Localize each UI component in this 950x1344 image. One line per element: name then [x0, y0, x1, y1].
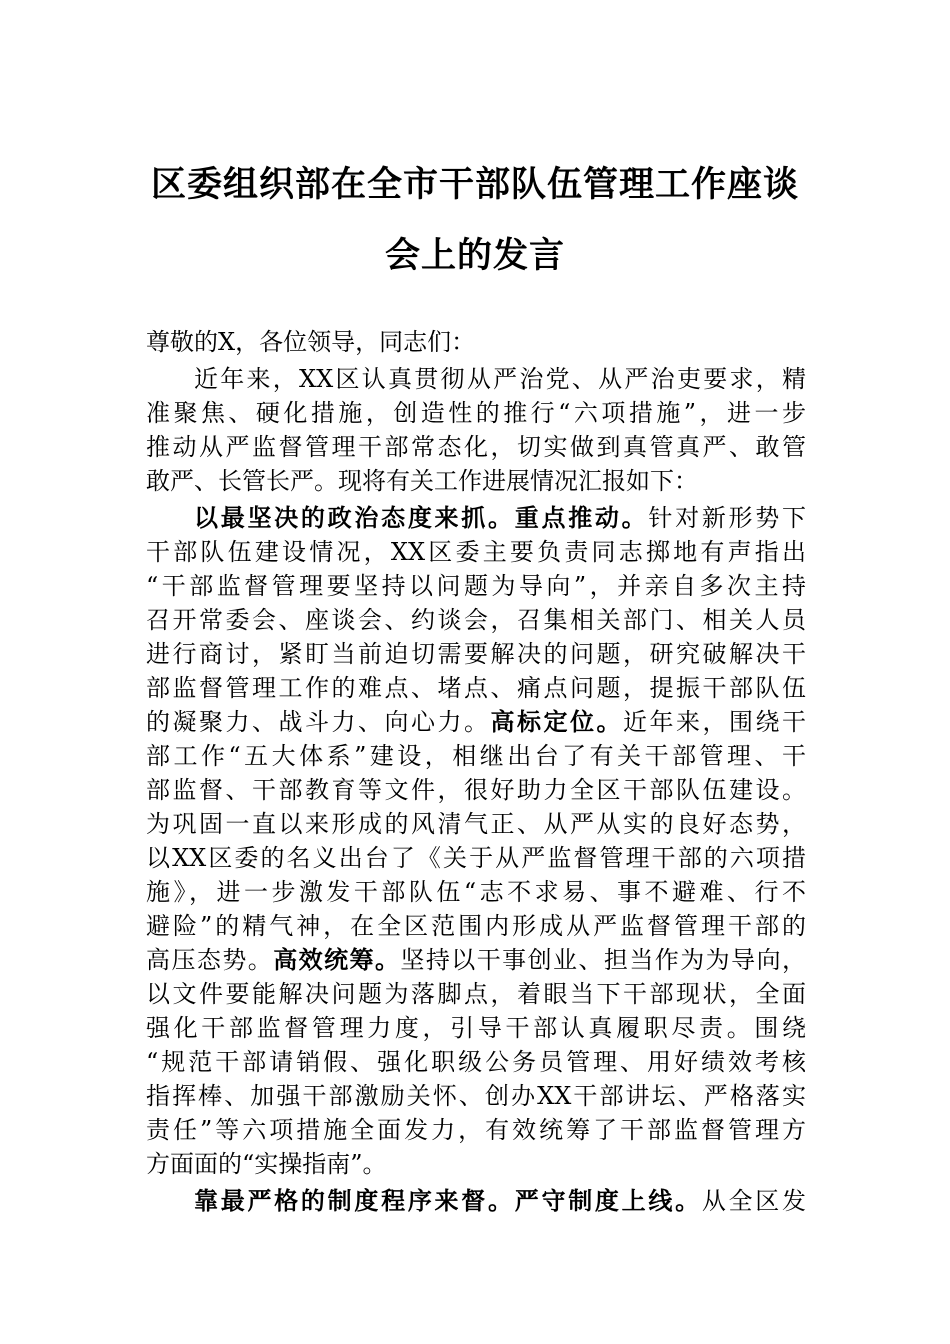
section1-line-14-tail: 坚持以干事创业、担当作为为导向，	[400, 946, 807, 974]
section1-line-1-text: 针对新形势下	[648, 504, 807, 532]
section1-line-20: 方面面的“实操指南”。	[146, 1150, 387, 1178]
section2-line-1	[194, 1186, 806, 1216]
section1-heading: 以最坚决的政治态度来抓。	[194, 503, 515, 532]
section1-line-5: 进行商讨，紧盯当前迫切需要解决的问题，研究破解决干	[146, 640, 806, 668]
section1-subheading-1: 重点推动。	[514, 503, 649, 532]
document-title-line-2: 会上的发言	[384, 235, 565, 276]
section1-line-4: 召开常委会、座谈会、约谈会，召集相关部门、相关人员	[146, 606, 806, 634]
section1-subheading-3: 高效统筹。	[273, 945, 401, 974]
section1-line-13: 避险”的精气神，在全区范围内形成从严监督管理干部的	[146, 912, 806, 940]
section1-line-3: “干部监督管理要坚持以问题为导向”，并亲自多次主持	[146, 572, 806, 600]
section1-line-12: 施》，进一步激发干部队伍“志不求易、事不避难、行不	[146, 878, 806, 906]
section1-line-7-head: 的凝聚力、战斗力、向心力。	[146, 708, 491, 736]
section1-line-7-tail: 近年来，围绕干	[623, 708, 806, 736]
section1-line-6: 部监督管理工作的难点、堵点、痛点问题，提振干部队伍	[146, 674, 806, 702]
intro-line-1: 近年来，XX区认真贯彻从严治党、从严治吏要求，精	[194, 365, 806, 393]
section1-line-9: 部监督、干部教育等文件，很好助力全区干部队伍建设。	[146, 776, 806, 804]
section1-line-14	[146, 945, 806, 975]
intro-line-2: 准聚焦、硬化措施，创造性的推行“六项措施”，进一步	[146, 399, 806, 427]
section2-heading: 靠最严格的制度程序来督。	[194, 1186, 515, 1215]
section1-subheading-2: 高标定位。	[490, 707, 623, 736]
section1-line-18: 指挥棒、加强干部激励关怀、创办XX干部讲坛、严格落实	[146, 1082, 806, 1110]
section1-line-17: “规范干部请销假、强化职级公务员管理、用好绩效考核	[146, 1048, 806, 1076]
salutation: 尊敬的X，各位领导，同志们：	[146, 328, 476, 356]
intro-line-4: 敢严、长管长严。现将有关工作进展情况汇报如下：	[146, 467, 698, 495]
section1-line-11: 以XX区委的名义出台了《关于从严监督管理干部的六项措	[146, 844, 806, 872]
section2-line-1-text: 从全区发	[701, 1187, 807, 1215]
section2-subheading-1: 严守制度上线。	[514, 1186, 702, 1215]
section1-line-7	[146, 707, 806, 737]
intro-line-3: 推动从严监督管理干部常态化，切实做到真管真严、敢管	[146, 433, 806, 461]
section1-line-19: 责任”等六项措施全面发力，有效统筹了干部监督管理方	[146, 1116, 806, 1144]
section1-line-2: 干部队伍建设情况，XX区委主要负责同志掷地有声指出	[146, 538, 806, 566]
document-title-line-1: 区委组织部在全市干部队伍管理工作座谈	[150, 164, 799, 205]
section1-line-14-head: 高压态势。	[146, 946, 274, 974]
section1-line-1	[194, 503, 806, 533]
section1-line-10: 为巩固一直以来形成的风清气正、从严从实的良好态势，	[146, 810, 806, 838]
section1-line-16: 强化干部监督管理力度，引导干部认真履职尽责。围绕	[146, 1014, 806, 1042]
section1-line-8: 部工作“五大体系”建设，相继出台了有关干部管理、干	[146, 742, 806, 770]
section1-line-15: 以文件要能解决问题为落脚点，着眼当下干部现状，全面	[146, 980, 806, 1008]
